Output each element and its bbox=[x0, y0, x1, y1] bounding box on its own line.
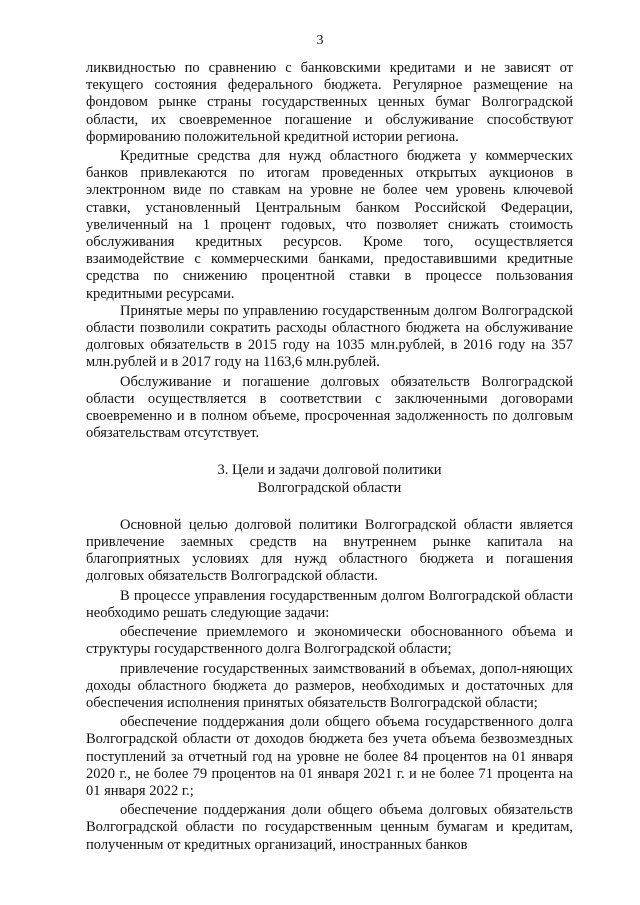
paragraph-main-goal: Основной целью долговой политики Волгоградской области является привлечение заемных средств на внутреннем рынке капитала на благоприятных условиях для нужд областного бюджета и погашения долговых обязательств Волгоградской области. bbox=[86, 516, 573, 585]
paragraph-debt-servicing: Обслуживание и погашение долговых обязательств Волгоградской области осуществляется в соответствии с заключенными договорами своевременно и в полном объеме, просроченная задолженность по долговым обязательствам отсутствует. bbox=[86, 373, 573, 442]
task-item: обеспечение поддержания доли общего объема долговых обязательств Волгоградской области по государственным ценным бумагам и кредитам, полученным от кредитных организаций, иностранных банков bbox=[86, 802, 573, 853]
task-item: привлечение государственных заимствований в объемах, допол-няющих доходы областного бюджета до размеров, необходимых и достаточных для обеспечения исполнения принятых обязательств Волгоградской области; bbox=[86, 660, 573, 711]
section-heading-line-2: Волгоградской области bbox=[257, 479, 402, 496]
section-heading bbox=[86, 462, 573, 496]
paragraph-credit-funds: Кредитные средства для нужд областного бюджета у коммерческих банков привлекаются по итогам проведенных открытых аукционов в электронном виде по ставкам на уровне не более чем уровень ключевой ставки, установленный Центральным банком Российской Федерации, увеличенный на 1 процент годовых, что позволяет снижать стоимость обслуживания кредитных ресурсов. Кроме того, осуществляется взаимодействие с коммерческими банками, предоставившими кредитные средства по снижению процентной ставки в процессе пользования кредитными ресурсами. bbox=[86, 148, 573, 302]
task-item: обеспечение поддержания доли общего объема государственного долга Волгоградской области от доходов бюджета без учета объема безвозмездных поступлений за отчетный год на уровне не более 84 процентов на 01 января 2020 г., не более 79 процентов на 01 января 2021 г. и не более 71 процента на 01 января 2022 г.; bbox=[86, 714, 573, 799]
page-number: 3 bbox=[316, 33, 324, 48]
paragraph-measures: Принятые меры по управлению государственным долгом Волгоградской области позволили сократить расходы областного бюджета на обслуживание долговых обязательств в 2015 году на 1035 млн.рублей, в 2016 году на 357 млн.рублей и в 2017 году на 1163,6 млн.рублей. bbox=[86, 302, 573, 371]
section-heading-line-1: 3. Цели и задачи долговой политики bbox=[217, 462, 442, 479]
task-item: обеспечение приемлемого и экономически обоснованного объема и структуры государственного долга Волгоградской области; bbox=[86, 624, 573, 658]
paragraph-tasks-intro: В процессе управления государственным долгом Волгоградской области необходимо решать следующие задачи: bbox=[86, 587, 573, 621]
paragraph-continuation: ликвидностью по сравнению с банковскими кредитами и не зависят от текущего состояния федерального бюджета. Регулярное размещение на фондовом рынке страны государственных ценных бумаг Волгоградской области, их своевременное погашение и обслуживание способствуют формированию положительной кредитной истории региона. bbox=[86, 60, 573, 145]
document-body bbox=[86, 60, 573, 854]
